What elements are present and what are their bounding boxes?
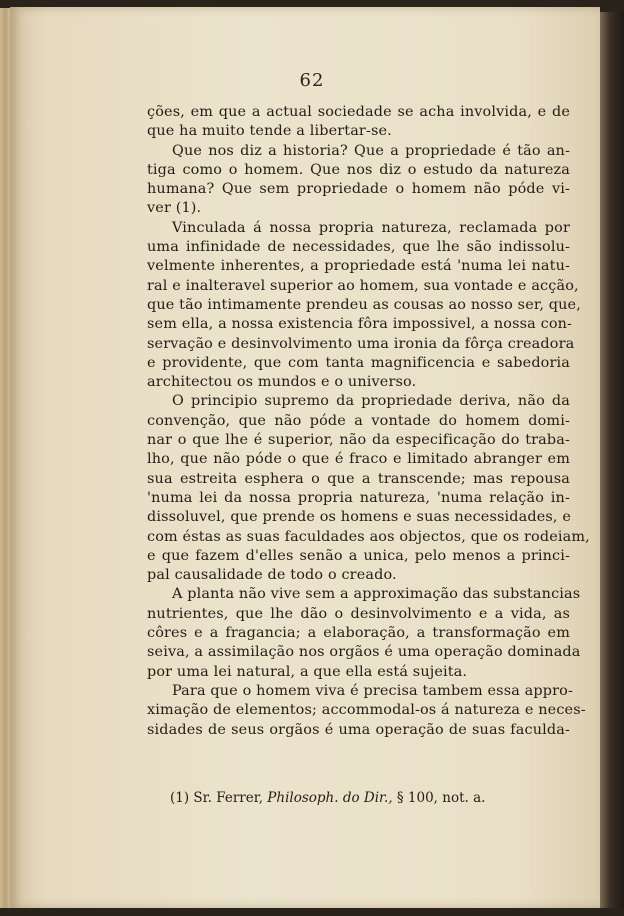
page-edge-shadow <box>600 12 624 908</box>
text-line: Vinculada á nossa propria natureza, reclamada por <box>172 219 570 236</box>
text-line: Que nos diz a historia? Que a propriedade é tão an- <box>172 142 570 159</box>
text-line: sua estreita esphera o que a transcende; mas repousa <box>147 470 570 487</box>
footnote-reference: § 100, not. a. <box>396 790 486 806</box>
text-line: côres e a fragancia; a elaboração, a transformação em <box>147 625 570 642</box>
text-line: convenção, que não póde a vontade do homem domi- <box>147 412 570 429</box>
text-line: ções, em que a actual sociedade se acha involvida, e de <box>147 104 570 120</box>
text-line: com éstas as suas faculdades aos objectos, que os rodeiam, <box>147 528 590 545</box>
page-number: 62 <box>299 70 325 91</box>
text-line: humana? Que sem propriedade o homem não póde vi- <box>147 181 570 198</box>
text-line: architectou os mundos e o universo. <box>147 374 417 391</box>
text-line: e providente, que com tanta magnificencia e sabedoria <box>147 354 570 371</box>
text-line: ral e inalteravel superior ao homem, sua vontade e acção, <box>147 277 579 294</box>
text-line: ver (1). <box>147 200 202 217</box>
text-line: e que fazem d'elles senão a unica, pelo menos a princi- <box>147 547 570 564</box>
text-line: tiga como o homem. Que nos diz o estudo da natureza <box>147 161 570 178</box>
text-line: A planta não vive sem a approximação das substancias <box>172 586 581 603</box>
text-line: 'numa lei da nossa propria natureza, 'numa relação in- <box>147 489 570 506</box>
text-line: por uma lei natural, a que ella está sujeita. <box>147 663 468 680</box>
text-line: que tão intimamente prendeu as cousas ao nosso ser, que, <box>147 296 581 313</box>
text-line: que ha muito tende a libertar-se. <box>147 123 392 140</box>
text-line: Para que o homem viva é precisa tambem essa appro- <box>172 682 573 699</box>
text-line: velmente inherentes, a propriedade está 'numa lei natu- <box>147 258 570 275</box>
footnote <box>170 790 570 806</box>
text-line: servação e desinvolvimento uma ironia da fôrça creadora <box>147 335 575 352</box>
text-line: dissoluvel, que prende os homens e suas necessidades, e <box>147 509 572 526</box>
footnote-author: Sr. Ferrer, <box>193 790 263 806</box>
body-text <box>147 103 590 740</box>
footnote-marker: (1) <box>170 790 190 806</box>
text-line: ximação de elementos; accommodal-os á natureza e neces- <box>147 702 586 719</box>
footnote-work: Philosoph. do Dir., <box>267 790 393 806</box>
text-line: nutrientes, que lhe dão o desinvolvimento e a vida, as <box>147 605 570 622</box>
text-line: seiva, a assimilação nos orgãos é uma operação dominada <box>147 644 581 661</box>
text-line: nar o que lhe é superior, não da especificação do traba- <box>147 432 570 449</box>
text-line: O principio supremo da propriedade deriva, não da <box>172 393 570 410</box>
text-line: pal causalidade de todo o creado. <box>147 567 397 584</box>
text-line: sidades de seus orgãos é uma operação de suas faculda- <box>147 721 570 738</box>
text-line: sem ella, a nossa existencia fôra impossivel, a nossa con- <box>147 316 573 333</box>
text-line: lho, que não póde o que é fraco e limitado abranger em <box>147 451 570 468</box>
text-line: uma infinidade de necessidades, que lhe são indissolu- <box>147 239 570 256</box>
